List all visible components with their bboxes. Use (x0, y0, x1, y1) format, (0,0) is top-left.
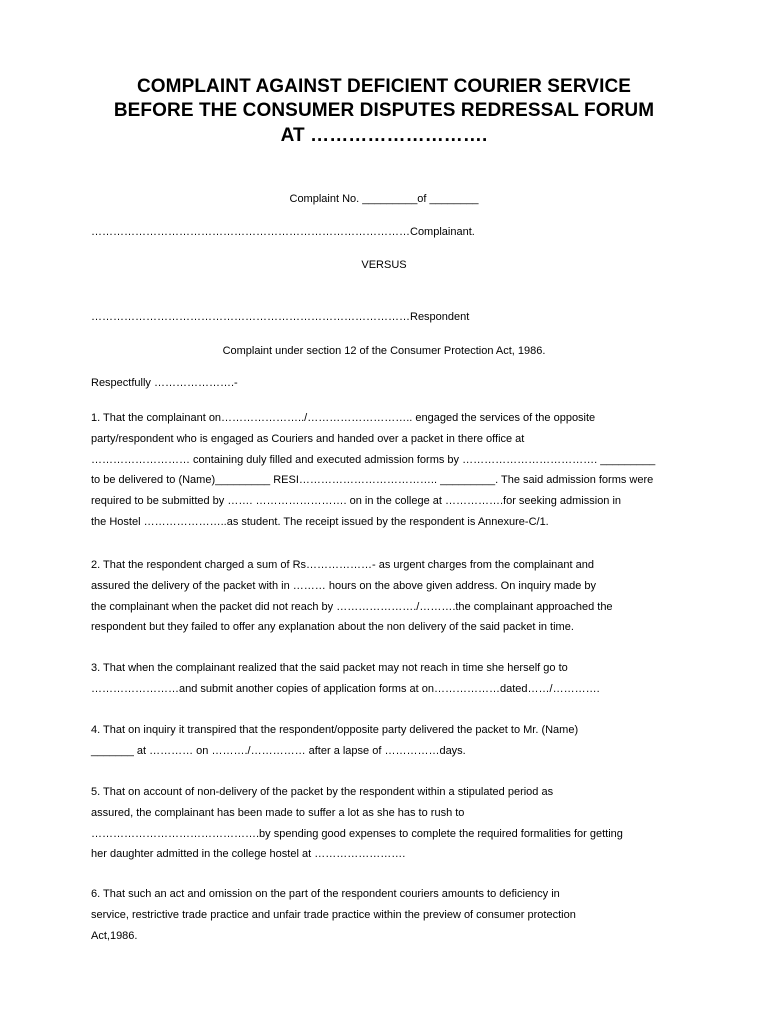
paragraph-1 (91, 408, 691, 533)
paragraph-line: 2. That the respondent charged a sum of Rs………………- as urgent charges from the complainant and (91, 559, 594, 571)
respectfully-line: Respectfully ………………….- (91, 377, 238, 389)
paragraph-line: ……………………… containing duly filled and executed admission forms by ………………………………. _________ (91, 453, 656, 466)
paragraph-line: assured the delivery of the packet with in ……… hours on the above given address. On inquiry made by (91, 579, 597, 592)
versus-label: VERSUS (361, 259, 407, 271)
complainant-line: ……………………………………………………………………………Complainant. (91, 226, 475, 238)
paragraph-line: 5. That on account of non-delivery of the packet by the respondent within a stipulated period as (91, 786, 554, 798)
paragraph-line: 3. That when the complainant realized that the said packet may not reach in time she herself go to (91, 662, 568, 674)
paragraph-line: party/respondent who is engaged as Couriers and handed over a packet in there office at (91, 432, 525, 445)
paragraph-line: the complainant when the packet did not reach by …………………./……….the complainant approached the (91, 600, 613, 613)
paragraph-5 (91, 782, 691, 865)
document-title-line-2: BEFORE THE CONSUMER DISPUTES REDRESSAL FORUM (113, 100, 655, 121)
paragraph-line: _______ at ………… on ………./…………… after a lapse of ……………days. (91, 744, 466, 757)
document-title-line-3: AT ………………………. (280, 125, 488, 146)
paragraph-4 (91, 720, 691, 762)
paragraph-3 (91, 658, 691, 700)
document-title-line-1: COMPLAINT AGAINST DEFICIENT COURIER SERVICE (136, 76, 632, 97)
paragraph-line: Act,1986. (91, 929, 138, 942)
respondent-line: ……………………………………………………………………………Respondent (91, 311, 470, 323)
paragraph-line: the Hostel …………………..as student. The receipt issued by the respondent is Annexure-C/1. (91, 515, 549, 528)
section-line: Complaint under section 12 of the Consumer Protection Act, 1986. (222, 345, 546, 357)
paragraph-line: assured, the complainant has been made to suffer a lot as she has to rush to (91, 806, 465, 819)
paragraph-2 (91, 555, 691, 638)
paragraph-line: to be delivered to (Name)_________ RESI……………………………….. _________. The said admission forms were (91, 474, 654, 487)
complaint-number: Complaint No. _________of ________ (289, 193, 479, 205)
paragraph-line: ……………………and submit another copies of application forms at on………………dated……/…………. (91, 682, 600, 695)
paragraph-line: her daughter admitted in the college hostel at ……………………. (91, 848, 406, 861)
paragraph-line: 4. That on inquiry it transpired that the respondent/opposite party delivered the packet to Mr. (Name) (91, 724, 579, 736)
paragraph-line: 6. That such an act and omission on the part of the respondent couriers amounts to deficiency in (91, 888, 560, 900)
paragraph-line: service, restrictive trade practice and unfair trade practice within the preview of consumer protection (91, 908, 576, 921)
paragraph-line: ……………………………………….by spending good expenses to complete the required formalities for getting (91, 827, 623, 840)
paragraph-line: required to be submitted by ……. ……………………. on in the college at …………….for seeking admission in (91, 495, 622, 508)
paragraph-6 (91, 884, 691, 946)
paragraph-line: respondent but they failed to offer any explanation about the non delivery of the said packet in time. (91, 621, 574, 634)
paragraph-line: 1. That the complainant on…………………../……………………….. engaged the services of the opposite (91, 412, 596, 424)
